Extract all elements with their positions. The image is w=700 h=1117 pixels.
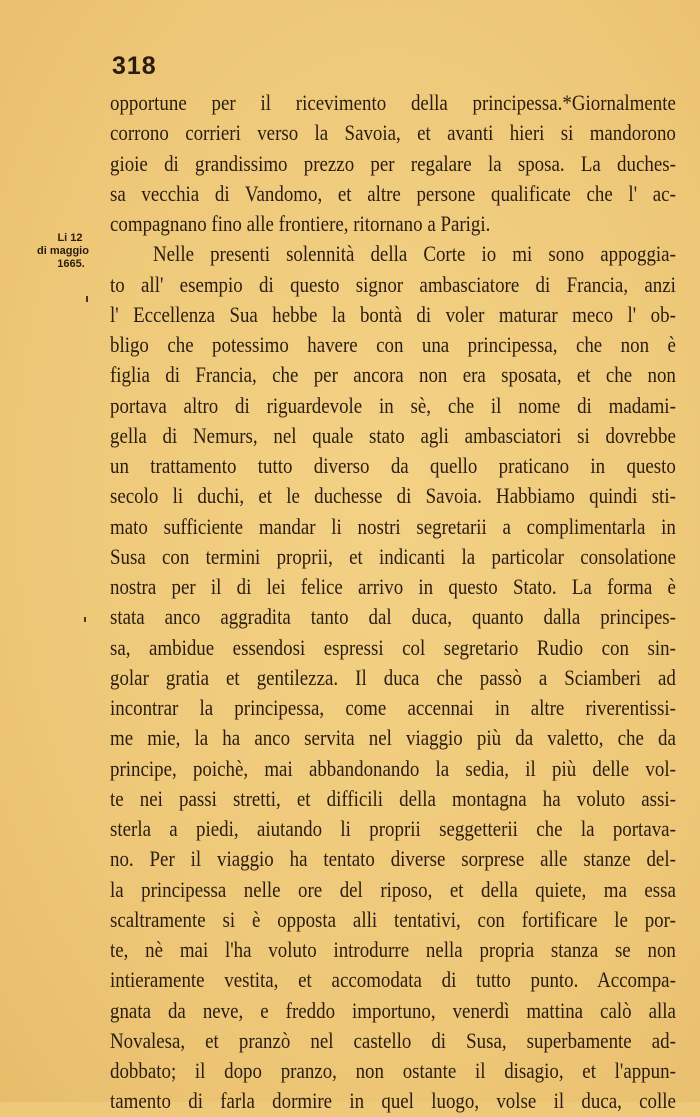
text-line: intieramente vestita, et accomodata di tutto punto. Accompa- [110,967,676,993]
text-line: un trattamento tutto diverso da quello praticano in questo [110,453,676,478]
text-line: corrono corrieri verso la Savoia, et avanti hieri si mandorono [110,120,676,146]
text-line: to all' esempio di questo signor ambasciatore di Francia, anzi [110,271,676,297]
text-line: gioie di grandissimo prezzo per regalare la sposa. La duches- [110,150,676,176]
text-line: dobbato; il dopo pranzo, non ostante il disagio, et l'appun- [110,1058,676,1083]
margin-tick-mark [86,296,88,302]
text-line: nostra per il di lei felice arrivo in questo Stato. La forma è [110,574,676,599]
text-line: golar gratia et gentilezza. Il duca che passò a Sciamberi ad [110,664,676,690]
text-line: tamento di farla dormire in quel luogo, volse il duca, colle [110,1088,676,1114]
text-line: bligo che potessimo havere con una principessa, che non è [110,332,676,357]
text-line: sa vecchia di Vandomo, et altre persone qualificate che l' ac- [110,180,676,206]
body-text [110,88,676,1117]
text-line: no. Per il viaggio ha tentato diverse sorprese alle stanze del- [110,846,676,872]
text-line: sterla a piedi, aiutando li proprii seggetterii che la portava- [110,816,676,841]
text-line: gnata da neve, e freddo importuno, venerdì mattina calò alla [110,997,676,1023]
text-line: Susa con termini proprii, et indicanti la particolar consolatione [110,543,676,569]
text-line: gella di Nemurs, nel quale stato agli ambasciatori si dovrebbe [110,422,676,448]
text-line: Novalesa, et pranzò nel castello di Susa, superbamente ad- [110,1027,676,1053]
margin-note-day: Li 12 [57,232,83,244]
text-line: l' Eccellenza Sua hebbe la bontà di voler maturar meco l' ob- [110,301,676,327]
text-line: figlia di Francia, che per ancora non era sposata, et che non [110,362,676,388]
text-line: incontrar la principessa, come accennai in altre riverentissi- [110,695,676,720]
text-line: la principessa nelle ore del riposo, et della quiete, ma essa [110,876,676,902]
text-line: me mie, la ha anco servita nel viaggio più da valetto, che da [110,725,676,751]
text-line: sa, ambidue essendosi espressi col segretario Rudio con sin- [110,634,676,660]
text-line: te nei passi stretti, et difficili della montagna ha voluto assi- [110,785,676,811]
margin-date-note [22,232,104,271]
text-line: stata anco aggradita tanto dal duca, quanto dalla principes- [110,604,676,630]
text-line: compagnano fino alle frontiere, ritornano a Parigi. [110,211,491,236]
text-line: te, nè mai l'ha voluto introdurre nella propria stanza se non [110,937,676,962]
margin-note-month: di maggio [37,245,89,257]
text-line: principe, poichè, mai abbandonando la sedia, il più delle vol- [110,755,676,781]
margin-note-year: 1665. [57,258,85,270]
text-line: mato sufficiente mandar li nostri segretarii a complimentarla in [110,513,676,539]
text-line: portava altro di riguardevole in sè, che il nome di madami- [110,392,676,418]
text-line: Nelle presenti solennità della Corte io mi sono appoggia- [153,241,676,267]
text-line: scaltramente si è opposta alli tentativi, con fortificare le por- [110,906,676,932]
margin-tick-mark [84,617,86,622]
page-number: 318 [112,52,157,80]
text-line: opportune per il ricevimento della principessa.*Giornalmente [110,90,676,115]
text-line: secolo li duchi, et le duchesse di Savoia. Habbiamo quindi sti- [110,483,676,509]
